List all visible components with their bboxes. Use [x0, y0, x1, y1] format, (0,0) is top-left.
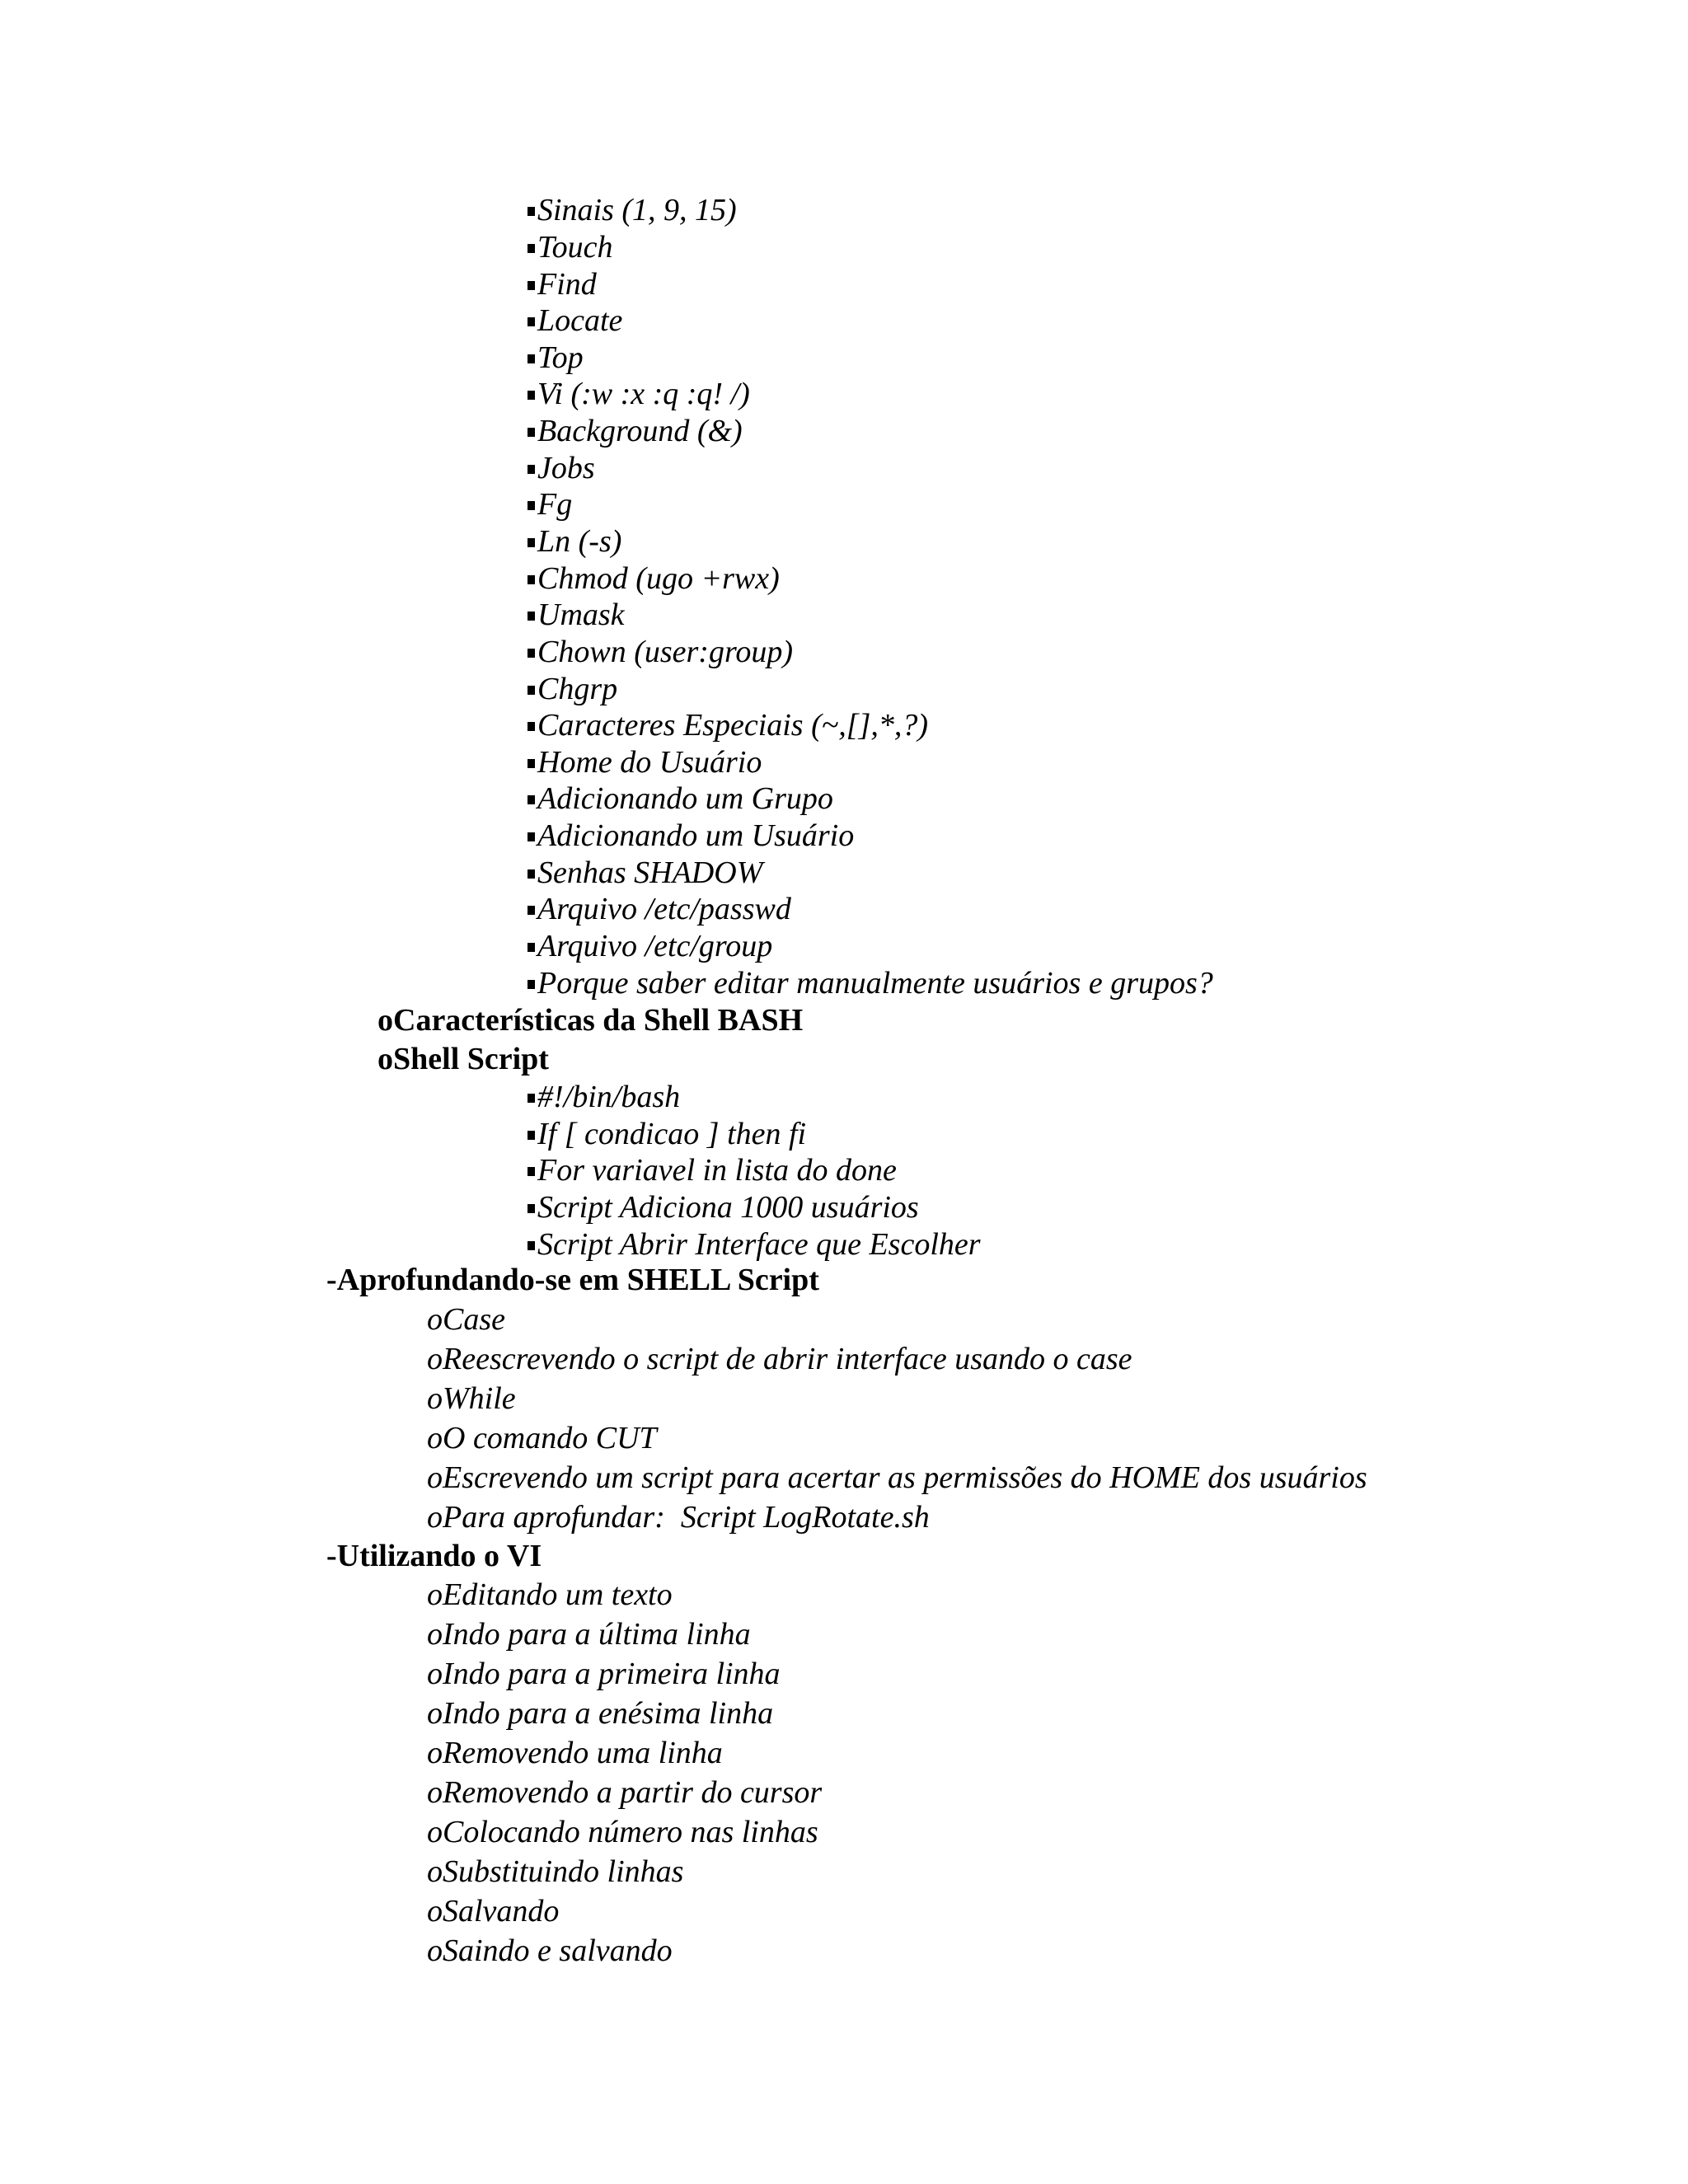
outline-item: oIndo para a enésima linha [427, 1696, 774, 1731]
square-bullet-icon [528, 1167, 535, 1176]
square-bullet-icon [528, 244, 535, 253]
outline-item: oSaindo e salvando [427, 1933, 673, 1968]
outline-item: Top [528, 339, 584, 377]
outline-item: Find [528, 265, 597, 303]
circle-bullet-icon: o [427, 1736, 443, 1770]
square-bullet-icon [528, 906, 535, 915]
outline-item: Home do Usuário [528, 743, 762, 781]
circle-bullet-icon: o [427, 1381, 443, 1416]
section-heading: -Utilizando o VI [326, 1539, 542, 1573]
section-heading: -Aprofundando-se em SHELL Script [326, 1263, 819, 1297]
outline-item: oPara aprofundar: Script LogRotate.sh [427, 1500, 930, 1535]
outline-item: oWhile [427, 1381, 516, 1416]
square-bullet-icon [528, 686, 535, 695]
square-bullet-icon [528, 538, 535, 547]
square-bullet-icon [528, 649, 535, 658]
square-bullet-icon [528, 980, 535, 989]
circle-bullet-icon: o [427, 1617, 443, 1652]
circle-bullet-icon: o [427, 1421, 443, 1455]
outline-item: oRemovendo uma linha [427, 1736, 723, 1770]
square-bullet-icon [528, 1204, 535, 1213]
outline-item: Script Adiciona 1000 usuários [528, 1188, 919, 1226]
circle-bullet-icon: o [377, 1042, 393, 1076]
circle-bullet-icon: o [427, 1342, 443, 1376]
square-bullet-icon [528, 1131, 535, 1140]
outline-item: oEscrevendo um script para acertar as permissões do HOME dos usuários [427, 1460, 1367, 1495]
outline-item: Senhas SHADOW [528, 854, 762, 892]
circle-bullet-icon: o [427, 1815, 443, 1849]
square-bullet-icon [528, 1094, 535, 1103]
square-bullet-icon [528, 1241, 535, 1250]
outline-item: Caracteres Especiais (~,[],*,?) [528, 706, 928, 744]
circle-bullet-icon: o [427, 1500, 443, 1535]
outline-item: Arquivo /etc/group [528, 927, 772, 965]
square-bullet-icon [528, 575, 535, 584]
outline-item: Background (&) [528, 412, 743, 450]
outline-item: oEditando um texto [427, 1577, 673, 1612]
outline-item: Sinais (1, 9, 15) [528, 191, 737, 229]
outline-item: Umask [528, 596, 625, 634]
square-bullet-icon [528, 354, 535, 363]
square-bullet-icon [528, 207, 535, 216]
circle-bullet-icon: o [427, 1302, 443, 1337]
square-bullet-icon [528, 943, 535, 952]
circle-bullet-icon: o [427, 1933, 443, 1968]
circle-bullet-icon: o [427, 1460, 443, 1495]
circle-bullet-icon: o [427, 1657, 443, 1691]
square-bullet-icon [528, 317, 535, 326]
square-bullet-icon [528, 832, 535, 841]
outline-item: Chown (user:group) [528, 633, 793, 671]
outline-item: oO comando CUT [427, 1421, 657, 1455]
outline-item: If [ condicao ] then fi [528, 1115, 806, 1153]
square-bullet-icon [528, 281, 535, 290]
outline-item: oColocando número nas linhas [427, 1815, 818, 1849]
outline-item: #!/bin/bash [528, 1078, 680, 1116]
square-bullet-icon [528, 501, 535, 510]
square-bullet-icon [528, 759, 535, 768]
outline-item: Locate [528, 302, 622, 340]
circle-bullet-icon: o [427, 1775, 443, 1810]
circle-bullet-icon: o [427, 1894, 443, 1929]
outline-subheading: oShell Script [377, 1042, 549, 1076]
square-bullet-icon [528, 428, 535, 437]
square-bullet-icon [528, 391, 535, 400]
outline-item: oSubstituindo linhas [427, 1854, 684, 1889]
outline-item: oCase [427, 1302, 505, 1337]
outline-item: Vi (:w :x :q :q! /) [528, 375, 750, 413]
square-bullet-icon [528, 465, 535, 474]
outline-subheading: oCaracterísticas da Shell BASH [377, 1003, 804, 1038]
outline-item: Touch [528, 228, 613, 266]
outline-item: Adicionando um Grupo [528, 780, 833, 818]
outline-item: oIndo para a última linha [427, 1617, 751, 1652]
circle-bullet-icon: o [427, 1854, 443, 1889]
outline-item: oSalvando [427, 1894, 560, 1929]
outline-item: Chgrp [528, 670, 617, 708]
outline-item: oReescrevendo o script de abrir interface usando o case [427, 1342, 1132, 1376]
square-bullet-icon [528, 795, 535, 804]
outline-item: oRemovendo a partir do cursor [427, 1775, 823, 1810]
square-bullet-icon [528, 612, 535, 621]
outline-item: Ln (-s) [528, 523, 621, 560]
outline-item: Jobs [528, 449, 595, 487]
circle-bullet-icon: o [427, 1696, 443, 1731]
outline-item: For variavel in lista do done [528, 1151, 897, 1189]
outline-item: Fg [528, 485, 572, 523]
outline-item: Chmod (ugo +rwx) [528, 560, 780, 598]
outline-item: Porque saber editar manualmente usuários e grupos? [528, 964, 1213, 1002]
outline-item: Arquivo /etc/passwd [528, 890, 791, 928]
outline-item: oIndo para a primeira linha [427, 1657, 781, 1691]
outline-item: Script Abrir Interface que Escolher [528, 1226, 981, 1263]
circle-bullet-icon: o [427, 1577, 443, 1612]
square-bullet-icon [528, 722, 535, 731]
square-bullet-icon [528, 869, 535, 879]
outline-item: Adicionando um Usuário [528, 817, 854, 855]
circle-bullet-icon: o [377, 1003, 393, 1038]
